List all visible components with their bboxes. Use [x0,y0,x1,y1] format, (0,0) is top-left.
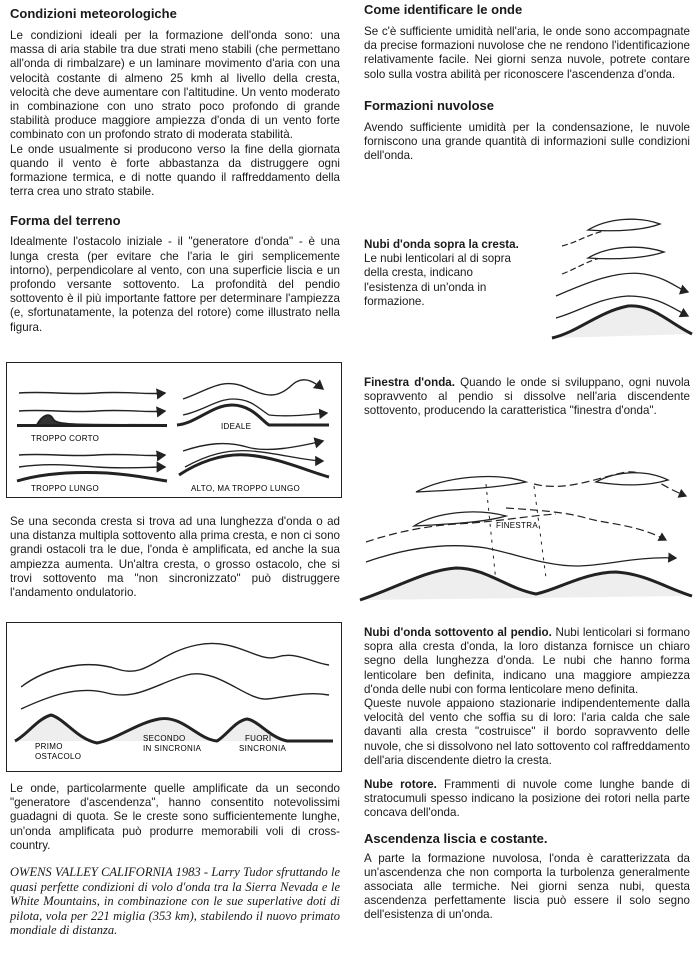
lee-clouds-paragraph [364,626,690,697]
amplified-paragraph: Le onde, particolarmente quelle amplificate da un secondo "generatore d'ascendenza", hanno consentito notevolissimi guadagni di quota. Se le creste sono sufficientemente lunghe, un'onda amplificata può produrre memorabili voli di cross-country. [10,782,340,852]
smooth-lift-heading: Ascendenza liscia e costante. [364,830,548,846]
identify-paragraph: Se c'è sufficiente umidità nell'aria, le onde sono accompagnate da precise formazioni nuvolose che ne rendono l'identificazione relativamente facile. Nei giorni senza nuvole, potrete contare solo sulla vostra abilità per riconoscere l'ascendenza d'onda. [364,25,690,81]
rotor-paragraph [364,778,690,821]
terrain-shape-diagram [7,363,341,497]
crest-clouds-text: Le nubi lenticolari al di sopra della cresta, indicano l'esistenza di un'onda in formazione. [364,252,511,308]
lee-clouds-lead: Nubi d'onda sottovento al pendio. [364,626,552,639]
crest-clouds-lead: Nubi d'onda sopra la cresta. [364,238,519,251]
owens-valley-caption: OWENS VALLEY CALIFORNIA 1983 - Larry Tudor sfruttando le quasi perfette condizioni di volo d'onda tra la Sierra Nevada e le White Mountains, in combinazione con le sue superlative doti di pilota, vola per 221 miglia (353 km), stabilendo il nuovo primato mondiale di distanza. [10,865,340,938]
right-column-top [364,4,690,163]
rotor-text: Frammenti di nuvole come lunghe bande di stratocumuli spesso indicano la posizione dei rotori nella parte concava dell'onda. [364,778,690,820]
conditions-paragraph-2: Le onde usualmente si producono verso la fine della giornata quando il vento è forte abbastanza da distruggere ogni formazione termica, e di notte quando il raffreddamento della terra crea uno strato stabile. [10,142,340,199]
left-column [10,4,340,335]
label-first: PRIMO [35,742,63,751]
clouds-heading: Formazioni nuvolose [364,97,495,113]
label-out: FUORI [245,734,272,743]
lee-clouds-text: Nubi lenticolari si formano sopra alla cresta d'onda, la loro distanza fornisce un chiaro segno della lunghezza d'onda. Le nubi che hanno forma lenticolare ben definita, indicano una maggiore ampiezza d'onda delle nubi con forma lenticolare meno definita. [364,626,690,696]
label-tall-too-long: ALTO, MA TROPPO LUNGO [191,484,300,493]
label-obstacle: OSTACOLO [35,752,82,761]
window-label: FINESTRA [496,521,538,530]
window-lead: Finestra d'onda. [364,376,455,389]
label-in-sync: IN SINCRONIA [143,744,202,753]
label-too-short: TROPPO CORTO [31,434,100,443]
lee-clouds-paragraph-2: Queste nuvole appaiono stazionarie indipendentemente dalla velocità del vento che soffia su di loro: l'aria calda che sale davanti alla cresta "costruisce" il bordo sopravvento delle nuvole, che si dissolvono nel lato sottovento col raffreddamento dell'aria discendente dietro la cresta. [364,697,690,767]
label-ideal: IDEALE [221,422,252,431]
crest-clouds-block [364,238,524,309]
rotor-lead: Nube rotore. [364,778,437,792]
second-ridge-paragraph: Se una seconda cresta si trova ad una lunghezza d'onda o ad una distanza multipla sottovento alla prima cresta, e non ci sono grandi ostacoli tra le due, l'onda è amplificata, ed anche la sua ampiezza aumenta. Un'altra cresta, o grosso ostacolo, che si trovi sottovento ma "non sincronizzato" può distruggere l'andamento ondulatorio. [10,515,340,600]
ridge-sync-diagram [7,623,341,771]
conditions-heading: Condizioni meteorologiche [10,6,177,21]
terrain-shape-figure [6,362,342,498]
crest-clouds-paragraph [364,238,524,309]
window-text: Quando le onde si sviluppano, ogni nuvola sopravvento al pendio si dissolve nell'aria discendente sottovento, producendo la caratteristica "finestra d'onda". [364,376,691,418]
left-column-bottom [10,782,340,938]
window-paragraph [364,376,690,419]
conditions-paragraph-1: Le condizioni ideali per la formazione dell'onda sono: una massa di aria stabile tra due strati meno stabili (che permettano all'onda di rimbalzare) e un laminare movimento d'aria con una velocità costante di almeno 25 kmh al livello della cresta, velocità che deve aumentare con l'altitudine. Un vento moderato in combinazione con uno strato poco profondo di grande stabilità produce maggiore ampiezza d'onda di un vento forte combinato con un profondo strato di moderata stabilità. [10,29,340,142]
right-column-bottom [364,626,690,923]
clouds-paragraph: Avendo sufficiente umidità per la condensazione, le nuvole forniscono una grande quantità di informazioni sulle condizioni dell'onda. [364,120,690,163]
wave-window-diagram [356,462,696,610]
identify-heading: Come identificare le onde [364,2,523,17]
terrain-paragraph: Idealmente l'ostacolo iniziale - il "generatore d'onda" - è una lunga cresta (per evitare che l'aria le giri semplicemente intorno), perpendicolare al vento, con una superficie liscia e un profondo versante sottovento. La profondità del pendio sottovento è il più importante fattore per determinare l'ampiezza (e, sfortunatamente, la potenza del rotore) come illustrato nella figura. [10,235,340,334]
ridge-sync-figure [6,622,342,772]
terrain-heading: Forma del terreno [10,213,121,229]
crest-clouds-diagram [548,212,694,342]
label-second: SECONDO [143,734,186,743]
left-column-middle [10,515,340,600]
label-too-long: TROPPO LUNGO [31,484,100,493]
window-block [364,376,690,419]
smooth-lift-paragraph: A parte la formazione nuvolosa, l'onda è caratterizzata da un'ascendenza che non comporta la turbolenza generalmente associata alle termiche. Nei giorni senza nubi, questa ascendenza perfettamente liscia può essere il solo segno dell'esistenza di un'onda. [364,851,690,922]
label-of-sync: SINCRONIA [239,744,287,753]
